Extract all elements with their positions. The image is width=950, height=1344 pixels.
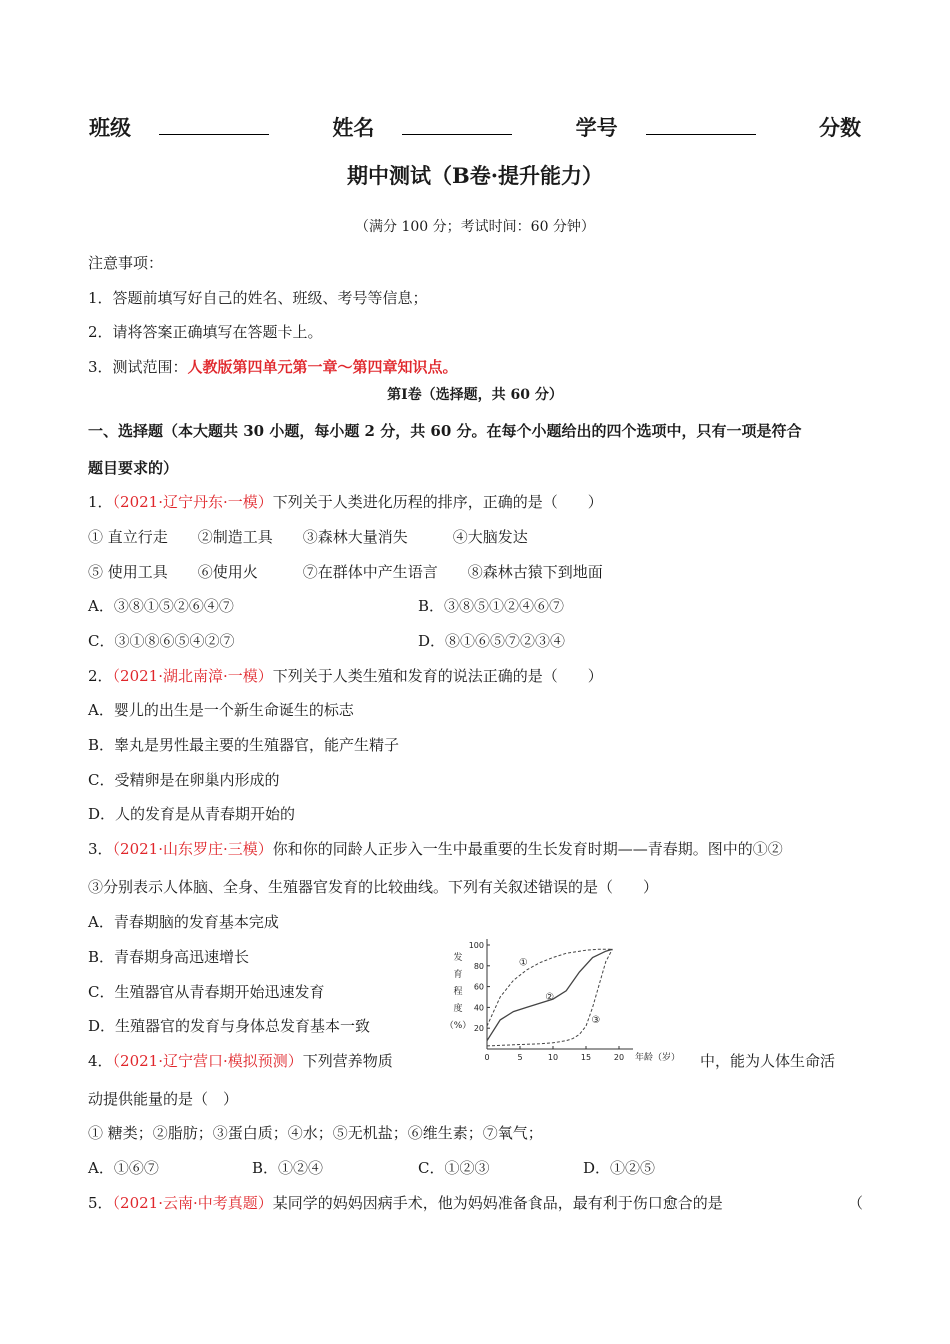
question-3-text: 你和你的同龄人正步入一生中最重要的生长发育时期——青春期。图中的①② [272, 840, 783, 858]
question-1-text: 下列关于人类进化历程的排序，正确的是（ ） [272, 493, 603, 511]
note-3-scope: 人教版第四单元第一章～第四章知识点。 [187, 358, 458, 376]
x-tick-label: 10 [547, 1053, 559, 1062]
y-tick-label: 20 [473, 1024, 484, 1034]
y-tick-label: 80 [473, 961, 484, 971]
y-tick-label: 60 [473, 982, 484, 992]
question-4-option-a: A．①⑥⑦ [88, 1159, 159, 1177]
x-tick-label: 5 [517, 1053, 523, 1062]
question-1-option-d: D．⑧①⑥⑤⑦②③④ [418, 632, 566, 650]
question-4-number: 4． [88, 1052, 113, 1070]
note-1: 1．答题前填写好自己的姓名、班级、考号等信息； [88, 289, 428, 307]
section-instructions-1: 一、选择题（本大题共 30 小题，每小题 2 分，共 60 分。在每个小题给出的四个选项中，只有一项是符合 [88, 422, 802, 440]
y-axis-label-char: （%） [444, 1021, 472, 1031]
question-3-option-a: A．青春期脑的发育基本完成 [88, 913, 279, 931]
question-5-text: 某同学的妈妈因病手术，他为妈妈准备食品，最有利于伤口愈合的是 [272, 1194, 723, 1212]
y-axis-label-char: 发 [453, 953, 463, 963]
question-3-stem-1 [88, 838, 783, 859]
class-blank [159, 114, 269, 135]
question-2-text: 下列关于人类生殖和发育的说法正确的是（ ） [272, 667, 603, 685]
question-1-option-a: A．③⑧①⑤②⑥④⑦ [88, 597, 234, 615]
y-axis-label-char: 度 [453, 1004, 463, 1014]
id-blank [646, 114, 756, 135]
series-label-2: ② [545, 992, 555, 1003]
name-label: 姓名 [332, 115, 375, 140]
question-1-items-2: ⑤ 使用工具 ⑥使用火 ⑦在群体中产生语言 ⑧森林古猿下到地面 [88, 563, 603, 581]
question-2-number: 2． [88, 667, 113, 685]
x-tick-label: 15 [580, 1053, 592, 1062]
note-3 [88, 356, 458, 377]
series-label-3: ③ [591, 1014, 601, 1026]
exam-subtitle: （满分 100 分；考试时间：60 分钟） [355, 219, 595, 235]
question-4-stem-2: 动提供能量的是（ ） [88, 1090, 239, 1108]
student-info-line [0, 112, 950, 142]
question-2-option-a: A．婴儿的出生是一个新生命诞生的标志 [88, 701, 354, 719]
x-tick-label: 20 [613, 1053, 625, 1062]
y-axis-label-char: 育 [453, 970, 463, 980]
question-5-stem [88, 1192, 723, 1213]
page-title: 期中测试（B卷·提升能力） [346, 163, 604, 188]
x-axis-label: 年龄（岁） [635, 1053, 681, 1063]
question-4-source: （2021·辽宁营口·模拟预测） [112, 1052, 303, 1070]
name-field [318, 112, 526, 142]
name-blank [402, 114, 512, 135]
question-4-items: ① 糖类；②脂肪；③蛋白质；④水；⑤无机盐；⑥维生素；⑦氧气； [88, 1124, 543, 1142]
question-5-paren: （ [848, 1194, 864, 1212]
question-1-stem [88, 491, 603, 512]
question-3-option-c: C．生殖器官从青春期开始迅速发育 [88, 983, 325, 1001]
y-axis-label-char: 程 [453, 987, 463, 997]
question-4-option-b: B．①②④ [252, 1159, 324, 1177]
question-5-number: 5． [88, 1194, 113, 1212]
question-2-option-b: B．睾丸是男性最主要的生殖器官，能产生精子 [88, 736, 400, 754]
question-4-stem-1a [88, 1050, 393, 1071]
question-3-source: （2021·山东罗庄·三模） [112, 840, 273, 858]
question-4-option-c: C．①②③ [418, 1159, 490, 1177]
id-field [562, 112, 770, 142]
question-3-number: 3． [88, 840, 113, 858]
question-3-stem-2: ③分别表示人体脑、全身、生殖器官发育的比较曲线。下列有关叙述错误的是（ ） [88, 878, 659, 896]
question-1-items-1: ① 直立行走 ②制造工具 ③森林大量消失 ④大脑发达 [88, 528, 528, 546]
class-label: 班级 [89, 115, 132, 140]
question-1-option-b: B．③⑧⑤①②④⑥⑦ [418, 597, 565, 615]
score-field [805, 112, 875, 142]
question-4-stem-1b: 中，能为人体生命活 [700, 1052, 836, 1070]
question-2-stem [88, 665, 603, 686]
question-5-source: （2021·云南·中考真题） [112, 1194, 273, 1212]
question-2-option-c: C．受精卵是在卵巢内形成的 [88, 771, 280, 789]
question-4-text-a: 下列营养物质 [302, 1052, 393, 1070]
question-4-option-d: D．①②⑤ [583, 1159, 656, 1177]
growth-curve-chart [440, 936, 700, 1066]
question-2-source: （2021·湖北南漳·一模） [112, 667, 273, 685]
y-tick-label: 100 [468, 941, 484, 950]
question-1-option-c: C．③①⑧⑥⑤④②⑦ [88, 632, 235, 650]
note-3-prefix: 3．测试范围： [88, 358, 188, 376]
section-instructions-2: 题目要求的） [88, 459, 179, 477]
series-label-1: ① [518, 957, 528, 969]
question-2-option-d: D．人的发育是从青春期开始的 [88, 805, 296, 823]
notes-heading: 注意事项： [88, 254, 164, 272]
class-field [75, 112, 283, 142]
question-1-number: 1． [88, 493, 113, 511]
id-label: 学号 [575, 115, 618, 140]
volume-heading: 第Ⅰ卷（选择题，共 60 分） [387, 387, 563, 403]
note-2: 2．请将答案正确填写在答题卡上。 [88, 323, 323, 341]
question-1-source: （2021·辽宁丹东·一模） [112, 493, 273, 511]
question-3-option-b: B．青春期身高迅速增长 [88, 948, 250, 966]
score-label: 分数 [818, 115, 861, 140]
y-tick-label: 40 [473, 1003, 484, 1013]
question-3-option-d: D．生殖器官的发育与身体总发育基本一致 [88, 1017, 371, 1035]
x-tick-label: 0 [484, 1053, 490, 1062]
